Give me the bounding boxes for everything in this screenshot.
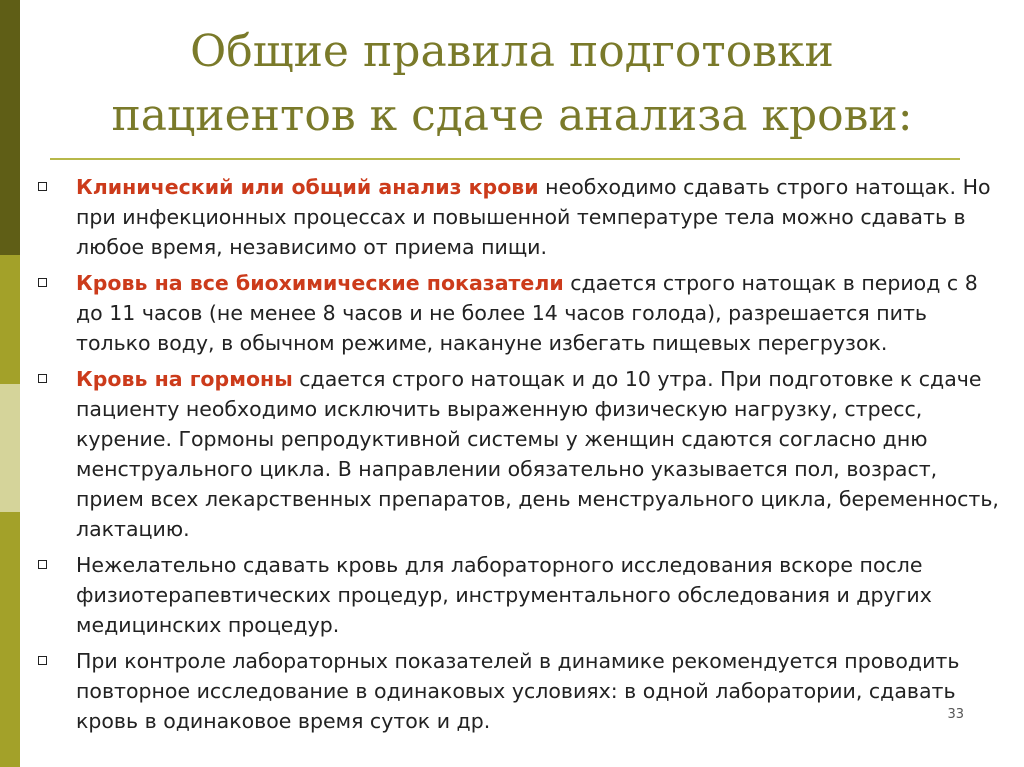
list-item-hormones xyxy=(38,364,1003,544)
slide-title xyxy=(0,20,1024,148)
title-divider xyxy=(50,158,960,160)
item-highlight: Клинический или общий анализ крови xyxy=(76,175,539,199)
sidebar-segment-mid xyxy=(0,255,20,384)
sidebar-segment-mid-lower xyxy=(0,512,20,767)
square-bullet-icon xyxy=(38,560,47,569)
item-text: сдается строго натощак и до 10 утра. При подготовке к сдаче пациенту необходимо исключить выраженную физическую нагрузку, стресс, курение. Гормоны репродуктивной системы у женщин сдаются согласно дню менструального цикла. В направлении обязательно указывается пол, возраст, прием всех лекарственных препаратов, день менструального цикла, беременность, лактацию. xyxy=(76,367,999,541)
list-item-dynamic-control xyxy=(38,646,1003,736)
item-text: необходимо сдавать строго натощак. Но при инфекционных процессах и повышенной температуре тела можно сдавать в любое время, независимо от приема пищи. xyxy=(76,175,991,259)
title-line-2: пациентов к сдаче анализа крови: xyxy=(111,90,913,141)
square-bullet-icon xyxy=(38,182,47,191)
item-highlight: Кровь на гормоны xyxy=(76,367,293,391)
rules-list xyxy=(38,172,1003,742)
title-line-1: Общие правила подготовки xyxy=(190,26,834,77)
sidebar-segment-light xyxy=(0,384,20,512)
item-highlight: Кровь на все биохимические показатели xyxy=(76,271,564,295)
list-item-biochemistry xyxy=(38,268,1003,358)
square-bullet-icon xyxy=(38,278,47,287)
item-text: сдается строго натощак в период с 8 до 11 часов (не менее 8 часов и не более 14 часов голода), разрешается пить только воду, в обычном режиме, накануне избегать пищевых перегрузок. xyxy=(76,271,978,355)
item-text: При контроле лабораторных показателей в динамике рекомендуется проводить повторное исследование в одинаковых условиях: в одной лаборатории, сдавать кровь в одинаковое время суток и др. xyxy=(76,649,960,733)
list-item-after-procedures xyxy=(38,550,1003,640)
list-item-clinical-analysis xyxy=(38,172,1003,262)
item-text: Нежелательно сдавать кровь для лабораторного исследования вскоре после физиотерапевтических процедур, инструментального обследования и других медицинских процедур. xyxy=(76,553,932,637)
square-bullet-icon xyxy=(38,374,47,383)
square-bullet-icon xyxy=(38,656,47,665)
page-number: 33 xyxy=(947,707,964,722)
